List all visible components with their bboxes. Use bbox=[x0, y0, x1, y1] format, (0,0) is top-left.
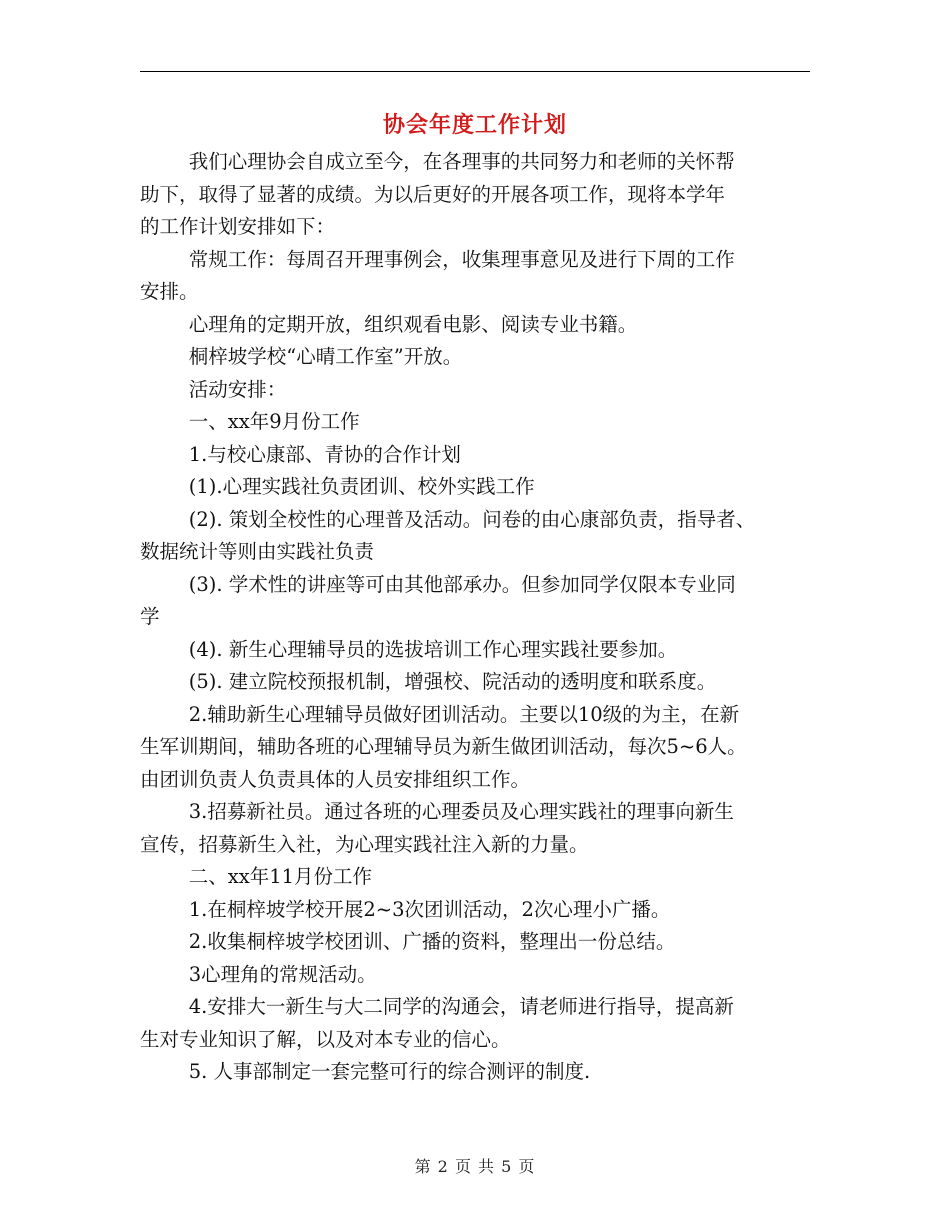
text-line: 学 bbox=[140, 605, 160, 628]
text-line: (1).心理实践社负责团训、校外实践工作 bbox=[188, 475, 535, 498]
text-line: 心理角的定期开放，组织观看电影、阅读专业书籍。 bbox=[188, 312, 638, 336]
text-line: 助下，取得了显著的成绩。为以后更好的开展各项工作，现将本学年 bbox=[140, 182, 726, 206]
header-rule bbox=[140, 71, 810, 72]
text-line: 2.辅助新生心理辅导员做好团训活动。主要以10级的为主，在新 bbox=[188, 702, 740, 726]
text-line: 生军训期间，辅助各班的心理辅导员为新生做团训活动，每次5~6人。 bbox=[140, 735, 747, 758]
document-title: 协会年度工作计划 bbox=[382, 112, 567, 138]
document-body bbox=[140, 146, 810, 1089]
text-line: 的工作计划安排如下： bbox=[140, 215, 336, 238]
text-line: (3). 学术性的讲座等可由其他部承办。但参加同学仅限本专业同 bbox=[188, 572, 736, 596]
text-line: 1.在桐梓坡学校开展2~3次团训活动，2次心理小广播。 bbox=[188, 897, 671, 921]
text-line: 3.招募新社员。通过各班的心理委员及心理实践社的理事向新生 bbox=[188, 800, 734, 823]
text-line: 桐梓坡学校“心晴工作室”开放。 bbox=[188, 345, 463, 368]
text-line: 1.与校心康部、青协的合作计划 bbox=[188, 442, 461, 466]
text-line: 由团训负责人负责具体的人员安排组织工作。 bbox=[140, 767, 531, 791]
text-line: 2.收集桐梓坡学校团训、广播的资料，整理出一份总结。 bbox=[188, 930, 676, 953]
text-line: 我们心理协会自成立至今，在各理事的共同努力和老师的关怀帮 bbox=[188, 150, 735, 173]
text-line: 生对专业知识了解，以及对本专业的信心。 bbox=[140, 1027, 511, 1051]
text-line: 一、xx年9月份工作 bbox=[188, 410, 360, 433]
text-line: (4). 新生心理辅导员的选拔培训工作心理实践社要参加。 bbox=[188, 637, 678, 661]
text-line: 二、xx年11月份工作 bbox=[188, 865, 373, 888]
text-line: 4.安排大一新生与大二同学的沟通会，请老师进行指导，提高新 bbox=[188, 995, 734, 1018]
text-line: 宣传，招募新生入社，为心理实践社注入新的力量。 bbox=[140, 832, 589, 856]
text-line: (5). 建立院校预报机制，增强校、院活动的透明度和联系度。 bbox=[188, 670, 717, 693]
text-line: 活动安排： bbox=[188, 377, 287, 401]
text-line: (2). 策划全校性的心理普及活动。问卷的由心康部负责，指导者、 bbox=[188, 507, 756, 531]
text-line: 5. 人事部制定一套完整可行的综合测评的制度. bbox=[188, 1060, 591, 1083]
text-line: 常规工作：每周召开理事例会，收集理事意见及进行下周的工作 bbox=[188, 247, 735, 271]
text-line: 数据统计等则由实践社负责 bbox=[140, 540, 375, 563]
text-line: 3心理角的常规活动。 bbox=[188, 962, 377, 986]
page-number-footer: 第 2 页 共 5 页 bbox=[414, 1157, 536, 1176]
text-line: 安排。 bbox=[140, 280, 199, 303]
